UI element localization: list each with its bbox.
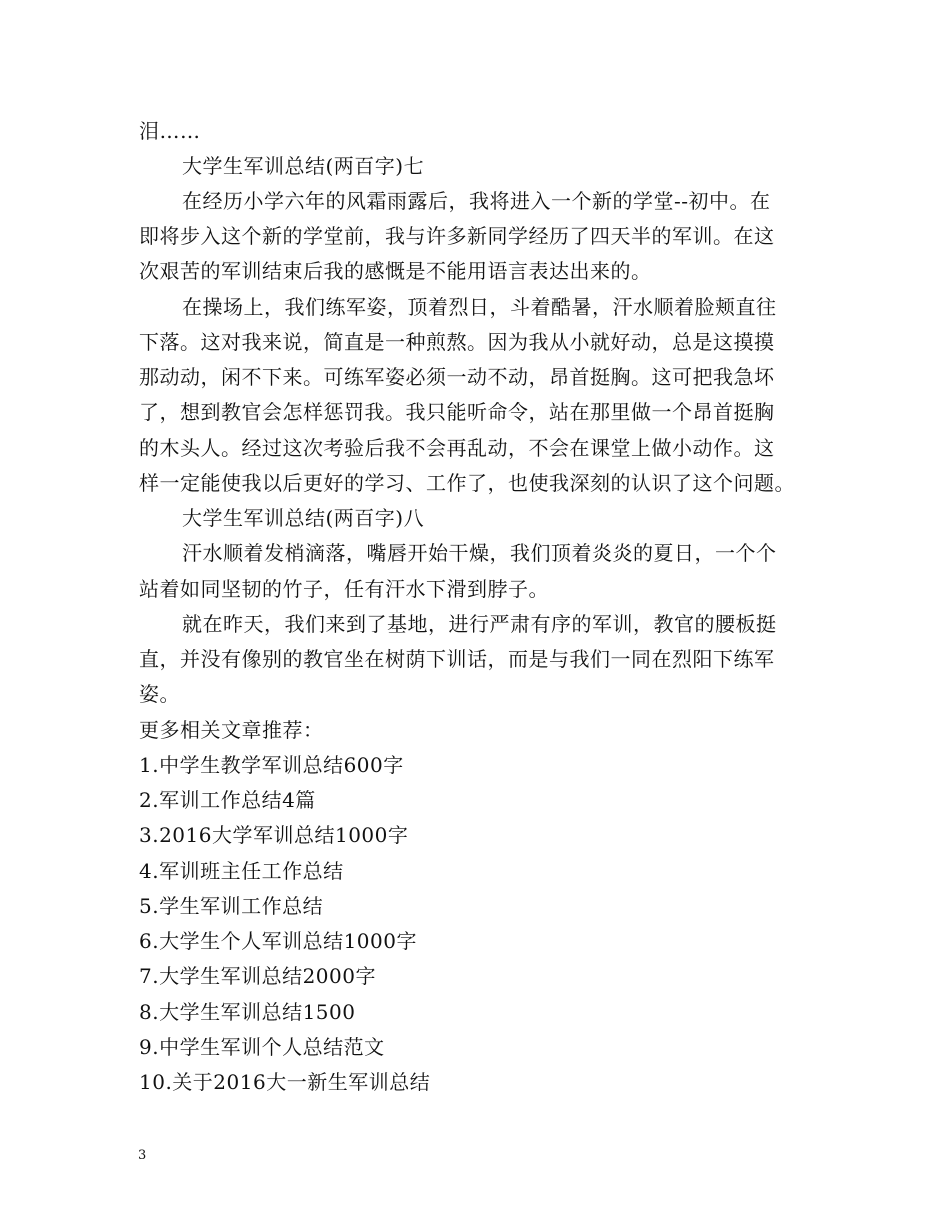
paragraph-line: 即将步入这个新的学堂前，我与许多新同学经历了四天半的军训。在这: [139, 224, 775, 248]
related-link[interactable]: 8.大学生军训总结1500: [139, 1000, 356, 1024]
paragraph-line: 站着如同坚韧的竹子，任有汗水下滑到脖子。: [139, 577, 549, 601]
paragraph-line: 姿。: [139, 682, 180, 706]
related-link[interactable]: 5.学生军训工作总结: [139, 894, 324, 918]
section-heading: 大学生军训总结(两百字)八: [182, 506, 425, 530]
paragraph-line: 就在昨天，我们来到了基地，进行严肃有序的军训，教官的腰板挺: [182, 612, 777, 636]
related-heading: 更多相关文章推荐：: [139, 718, 324, 742]
section-heading: 大学生军训总结(两百字)七: [182, 154, 425, 178]
related-link[interactable]: 10.关于2016大一新生军训总结: [139, 1070, 431, 1094]
paragraph-line: 直，并没有像别的教官坐在树荫下训话，而是与我们一同在烈阳下练军: [139, 647, 775, 671]
related-link[interactable]: 3.2016大学军训总结1000字: [139, 823, 409, 847]
paragraph-line: 次艰苦的军训结束后我的感慨是不能用语言表达出来的。: [139, 259, 652, 283]
paragraph-line: 了，想到教官会怎样惩罚我。我只能听命令，站在那里做一个昂首挺胸: [139, 400, 775, 424]
related-link[interactable]: 4.军训班主任工作总结: [139, 859, 344, 883]
related-link[interactable]: 6.大学生个人军训总结1000字: [139, 929, 417, 953]
paragraph-line: 样一定能使我以后更好的学习、工作了，也使我深刻的认识了这个问题。: [139, 471, 795, 495]
related-link[interactable]: 9.中学生军训个人总结范文: [139, 1035, 385, 1059]
paragraph-line: 泪……: [139, 119, 201, 143]
related-link[interactable]: 2.军训工作总结4篇: [139, 788, 316, 812]
paragraph-line: 下落。这对我来说，简直是一种煎熬。因为我从小就好动，总是这摸摸: [139, 330, 775, 354]
page-number: 3: [138, 1148, 147, 1163]
paragraph-line: 在经历小学六年的风霜雨露后，我将进入一个新的学堂--初中。在: [182, 189, 771, 213]
paragraph-line: 在操场上，我们练军姿，顶着烈日，斗着酷暑，汗水顺着脸颊直往: [182, 295, 777, 319]
paragraph-line: 的木头人。经过这次考验后我不会再乱动，不会在课堂上做小动作。这: [139, 436, 775, 460]
paragraph-line: 那动动，闲不下来。可练军姿必须一动不动，昂首挺胸。这可把我急坏: [139, 365, 775, 389]
related-link[interactable]: 1.中学生教学军训总结600字: [139, 753, 404, 777]
related-link[interactable]: 7.大学生军训总结2000字: [139, 964, 376, 988]
paragraph-line: 汗水顺着发梢滴落，嘴唇开始干燥，我们顶着炎炎的夏日，一个个: [182, 541, 777, 565]
